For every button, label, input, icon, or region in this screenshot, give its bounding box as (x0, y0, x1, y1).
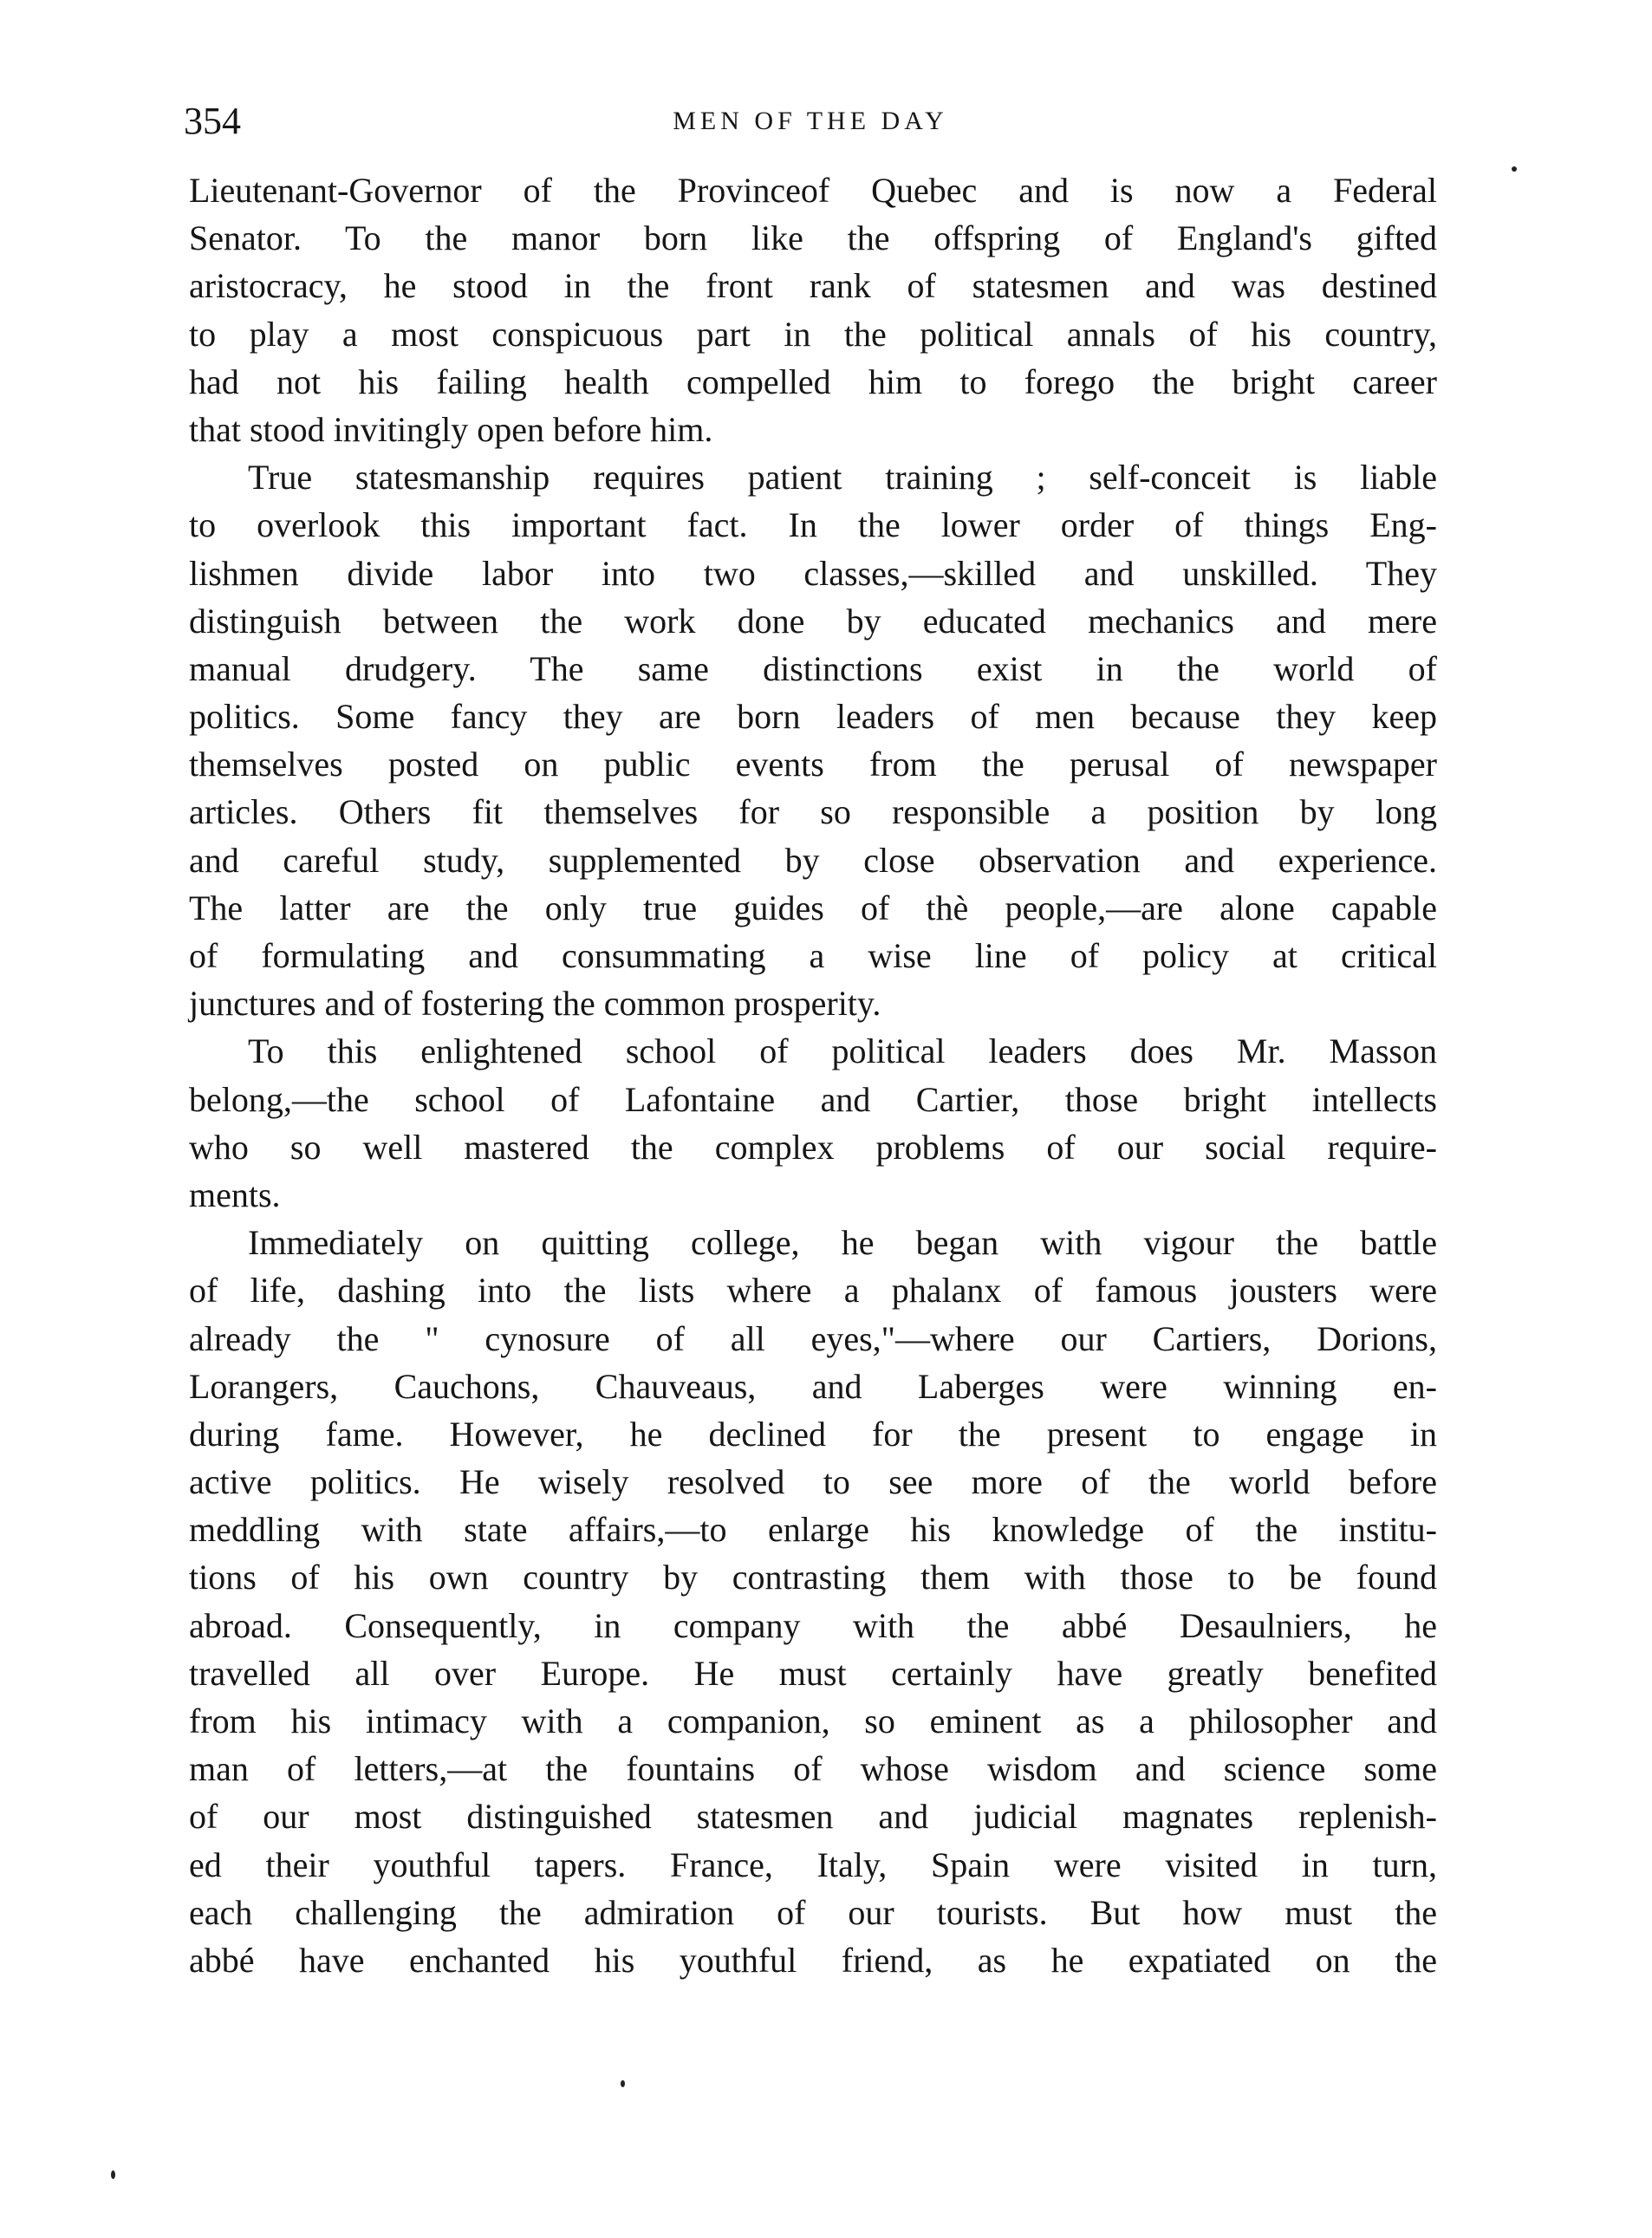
text-line: True statesmanship requires patient training ; self-conceit is liable (248, 458, 1437, 498)
text-line: already the " cynosure of all eyes,"—where our Cartiers, Dorions, (189, 1318, 1437, 1358)
text-line: of formulating and consummating a wise line of policy at critical (189, 936, 1437, 975)
text-line: had not his failing health compelled him to forego the bright career (189, 361, 1437, 401)
text-line: to play a most conspicuous part in the political annals of his country, (189, 314, 1437, 354)
text-line: tions of his own country by contrasting them with those to be found (189, 1558, 1437, 1597)
scan-speck (621, 2080, 625, 2087)
running-head (184, 90, 1437, 151)
scan-speck (111, 2170, 115, 2179)
text-line: Senator. To the manor born like the offspring of England's gifted (189, 218, 1437, 258)
text-line: to overlook this important fact. In the lower order of things Eng- (189, 505, 1437, 545)
text-line: who so well mastered the complex problems of our social require- (189, 1127, 1437, 1167)
text-line: travelled all over Europe. He must certainly have greatly benefited (189, 1653, 1437, 1693)
text-line: politics. Some fancy they are born leaders of men because they keep (189, 697, 1437, 737)
page-number: 354 (184, 100, 241, 142)
text-line: themselves posted on public events from the perusal of newspaper (189, 745, 1437, 784)
text-line: belong,—the school of Lafontaine and Cartier, those bright intellects (189, 1079, 1437, 1119)
text-line: Immediately on quitting college, he began with vigour the battle (248, 1223, 1437, 1263)
running-title: MEN OF THE DAY (673, 107, 948, 135)
text-line: during fame. However, he declined for the present to engage in (189, 1414, 1437, 1454)
text-line: Lorangers, Cauchons, Chauveaus, and Laberges were winning en- (189, 1366, 1437, 1406)
text-line: lishmen divide labor into two classes,—skilled and unskilled. They (189, 553, 1437, 593)
text-line: each challenging the admiration of our tourists. But how must the (189, 1892, 1437, 1932)
text-line: ments. (189, 1174, 281, 1214)
text-line: Lieutenant-Governor of the Provinceof Quebec and is now a Federal (189, 171, 1437, 210)
text-line: The latter are the only true guides of thè people,—are alone capable (189, 888, 1437, 927)
text-line: aristocracy, he stood in the front rank of statesmen and was destined (189, 266, 1437, 306)
text-line: abroad. Consequently, in company with the abbé Desaulniers, he (189, 1605, 1437, 1645)
text-line: active politics. He wisely resolved to see more of the world before (189, 1462, 1437, 1502)
text-line: abbé have enchanted his youthful friend, as he expatiated on the (189, 1940, 1437, 1980)
text-line: meddling with state affairs,—to enlarge his knowledge of the institu- (189, 1510, 1437, 1550)
text-line: articles. Others fit themselves for so responsible a position by long (189, 792, 1437, 832)
text-line: of life, dashing into the lists where a phalanx of famous jousters were (189, 1271, 1437, 1311)
body-text (189, 166, 1437, 1984)
text-line: To this enlightened school of political leaders does Mr. Masson (248, 1031, 1437, 1071)
scan-speck (1512, 166, 1517, 172)
text-line: from his intimacy with a companion, so eminent as a philosopher and (189, 1701, 1437, 1740)
text-line: manual drudgery. The same distinctions exist in the world of (189, 648, 1437, 688)
text-line: man of letters,—at the fountains of whose wisdom and science some (189, 1749, 1437, 1789)
text-line: junctures and of fostering the common prosperity. (189, 984, 881, 1024)
text-line: that stood invitingly open before him. (189, 409, 713, 449)
text-line: of our most distinguished statesmen and judicial magnates replenish- (189, 1797, 1437, 1837)
text-line: ed their youthful tapers. France, Italy, Spain were visited in turn, (189, 1844, 1437, 1884)
text-line: distinguish between the work done by educated mechanics and mere (189, 601, 1437, 641)
text-line: and careful study, supplemented by close observation and experience. (189, 840, 1437, 880)
